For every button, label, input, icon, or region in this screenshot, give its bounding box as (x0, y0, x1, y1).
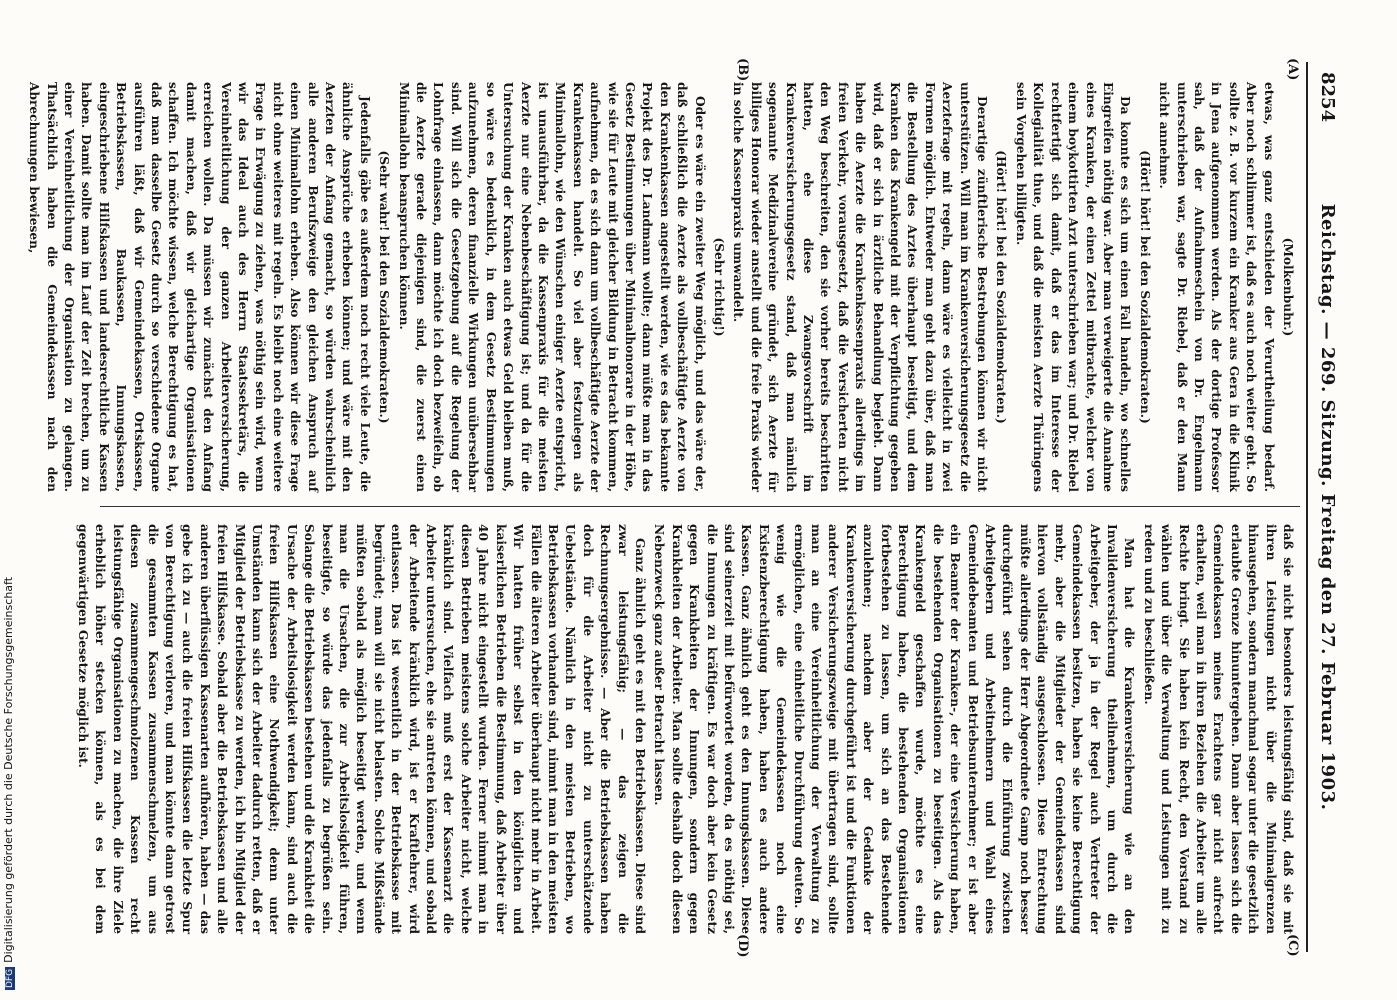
dfg-logo: DFG (5, 968, 15, 988)
right-column (72, 524, 1296, 934)
paragraph: daß sie nicht besonders leistungsfähig sind, daß sie mit ihren Leistungen nicht über die Minimalgrenzen hinausgehen, sondern manchmal sogar unter die gesetzlich erlaubte Grenze hinuntergehen. Dann aber lassen sich die Gemeindekassen meines Erachtens gar nicht aufrecht erhalten, weil man in ihren Beziehen die Arbeiter um alle Rechte bringt. Sie haben kein Recht, den Vorstand zu wählen und über die Verwaltung und Leistungen mit zu reden und zu beschließen. (1141, 524, 1295, 934)
footer-text: Digitalisierung gefördert durch die Deutsche Forschungsgemeinschaft (2, 576, 15, 963)
paragraph: Ganz ähnlich geht es mit den Betriebskassen. Diese sind zwar leistungsfähig; — das zeigen die Rechnungsergebnisse. — Aber die Betriebskassen haben doch für die Arbeiter nicht zu unterschätzende Uebelstände. Nämlich in den meisten Betrieben, wo Betriebskassen vorhanden sind, nimmt man in den meisten Fällen die älteren Arbeiter überhaupt nicht mehr in Arbeit. Wir hatten früher selbst in den königlichen und kaiserlichen Betrieben die Bestimmung, daß Arbeiter über 40 Jahre nicht eingestellt wurden. Ferner nimmt man in diesen Betrieben meistens solche Arbeiter nicht, welche kränklich sind. Vielfach muß erst der Kassenarzt die Arbeiter untersuchen, ehe sie antreten können, und sobald der Arbeitende kränklich wird, ist er Kraftlehrer, wird entlassen. Das ist wesentlich in der Betriebskasse mit begründet; man will sie nicht belasten. Solche Mißstände müßten sobald als möglich beseitigt werden, und wenn man die Ursachen, die zur Arbeitslosigkeit führen, beseitigte, so würde das jedenfalls zu begrüßen sein. Solange die Betriebskassen bestehen und die Krankheit die Ursache der Arbeitslosigkeit werden kann, sind auch die freien Hilfskassen eine Nothwendigkeit; denn unter Umständen kann sich der Arbeiter dadurch retten, daß er Mitglied der Betriebskasse zu werden, ich bin Mitglied der freien Hilfskasse. Sobald aber die Betriebskassen und alle anderen überflüssigen Kassenarten aufhören, haben — das gebe ich zu — auch die freien Hilfskassen die letzte Spur von Berechtigung verloren, und man könnte dann getrost die gesammten Kassen zusammenschmelzen, um aus diesen zusammengeschmolzenen Kassen recht leistungsfähige Organisationen zu machen, die ihre Ziele erheblich höher stecken können, als es bei dem gegenwärtigen Gesetze möglich ist. (75, 524, 647, 934)
paragraph: etwas, was ganz entschieden der Verurtheilung bedarf. Aber noch schlimmer ist, daß es auch noch weiter geht. So sollte z. B. vor kurzem ein Kranker aus Gera in die Klinik in Jena aufgenommen werden. Als der dortige Professor sah, daß der Aufnahmeschein von Dr. Engelmann unterschrieben war, sagte Dr. Riebel, daß er den Mann nicht annehme. (1157, 82, 1276, 492)
header-rule (1306, 62, 1308, 952)
column-divider (100, 506, 1300, 507)
page-number: 8254 (1317, 72, 1338, 123)
interjection: (Sehr richtig!) (712, 237, 726, 337)
rotated-page-content (27, 58, 1340, 958)
margin-letter-c: (C) (1285, 934, 1300, 957)
interjection: (Sehr wahr! bei den Sozialdemokraten.) (377, 150, 392, 424)
speaker-name: (Molkenbuhr.) (1281, 237, 1295, 337)
running-title: Reichstag. — 269. Sitzung. Freitag den 27. Februar 1903. (1317, 203, 1338, 811)
interjection: (Hört! hört! bei den Sozialdemokraten.) (1137, 150, 1152, 424)
page-header (1310, 62, 1340, 952)
paragraph: Jedenfalls gäbe es außerdem noch recht viele Leute, die ähnliche Ansprüche erheben können; und wäre mit den Aerzten der Anfang gemacht, so würden wahrscheinlich alle anderen Berufszweige den gleichen Anspruch auf einen Minimallohn erheben. Also können wir diese Frage nicht ohne weiteres mit regeln. Es bleibt noch eine weitere Frage in Erwägung zu ziehen, was nöthig sein wird, wenn wir das Ideal auch des Herrn Staatssekretärs, die Vereinheitlichung der ganzen Arbeiterversicherung, erreichen wollen. Da müssen wir zunächst den Anfang damit machen, daß wir gleichartige Organisationen schaffen. Ich möchte wissen, welche Berechtigung es hat, daß man dasselbe Gesetz durch so verschiedene Organe ausführen läßt, daß wir Gemeindekassen, Ortskassen, Betriebskassen, Baukassen, Innungskassen, eingeschriebene Hilfskassen und landesrechtliche Kassen haben. Damit sollte man im Lauf der Zeit brechen, um zu einer Vereinheitlichung der Organisation zu gelangen. Thatsächlich haben die Gemeindekassen nach den Abrechnungen bewiesen, (27, 82, 372, 492)
paragraph: Oder es wäre ein zweiter Weg möglich, und das wäre der, daß schließlich die Aerzte als vollbeschäftigte Aerzte von den Krankenkassen angestellt werden, wie es das bekannte Projekt des Dr. Landmann wollte; dann müßte man in das Gesetz Bestimmungen über Minimalhonorare in der Höhe, wie sie für Leute mit gleicher Bildung in Betracht kommen, aufnehmen, da es sich dann um vollbeschäftigte Aerzte der Krankenkassen handelt. So viel aber festzulegen als Minimallohn, wie den Wünschen einiger Aerzte entspricht, ist unausführbar, da die Kassenpraxis für die meisten Aerzte nur eine Nebenbeschäftigung ist; und da für die Untersuchung der Kranken auch etwas Geld bleiben muß, so wäre es bedenklich, in dem Gesetz Bestimmungen aufzunehmen, deren finanzielle Wirkungen unübersehbar sind. Will sich die Gesetzgebung auf die Regelung der Lohnfrage einlassen, dann möchte ich doch bezweifeln, ob die Aerzte gerade diejenigen sind, die zuerst einen Minimallohn beanspruchen können. (396, 82, 707, 492)
margin-letter-a: (A) (1285, 58, 1300, 81)
digitization-footer (2, 0, 16, 990)
margin-letter-d: (D) (735, 934, 750, 958)
paragraph: Man hat die Krankenversicherung wie an den Invalidenversicherung theilnehmen, um durch die Arbeitgeber, der ja in der Regel auch Vertreter der Gemeindekassen besitzen, haben sie keine Berechtigung mehr, aber die Mitglieder der Gemeindekassen sind hiervon vollständig ausgeschlossen. Diese Entrechtung müßte allerdings der Herr Abgeordnete Gamp noch besser durchgeführt sehen durch die Einführung zwischen Arbeitgebern und Arbeitnehmern und Wahl eines Gemeindebeamten und Betriebsunternehmer; er ist aber ein Beamter der Kranken-, der eine Versicherung haben, die bestehenden Organisationen zu beseitigen. Als das Krankengeld geschaffen wurde, möchte es eine Berechtigung haben, die bestehenden Organisationen fortbestehen zu lassen, um sich an das Bestehende anzulehnen; nachdem aber der Gedanke der Krankenversicherung durchgeführt ist und die Funktionen anderer Versicherungszweige mit übertragen sind, sollte man an eine Vereinheitlichung der Verwaltung zu ermöglichen, eine einheitliche Durchführung deuten. So wenig wie die Gemeindekassen noch eine Existenzberechtigung haben, haben es auch andere Kassen. Ganz ähnlich geht es den Innungskassen. Diese sind seinerzeit mit befürwortet worden, da es nöthig sei, die Innungen zu kräftigen. Es war doch aber kein Gesetz gegen Krankheiten der Innungen, sondern gegen Krankheiten der Arbeiter. Man sollte deshalb doch diesen Nebenzweck ganz außer Betracht lassen. (652, 524, 1137, 934)
paragraph: Derartige zünftlerische Bestrebungen können wir nicht unterstützen. Will man im Krankenversicherungsgesetz die Aerztefrage mit regeln, dann wäre es vielleicht in zwei Formen möglich. Entweder man geht dazu über, daß man die Bestellung des Arztes überhaupt beseitigt, und dem Kranken das Krankengeld mit der Verpflichtung gegeben wird, daß er sich in ärztliche Behandlung begiebt. Dann haben die Aerzte die Krankenkassenpraxis allerdings im freien Verkehr, vorausgesetzt, daß die Versicherten nicht den Weg beschreiten, den sie vorher bereits beschritten hatten, ehe diese Zwangsvorschrift im Krankenversicherungsgesetz stand, daß man nämlich sogenannte Medizinalvereine gründet, sich Aerzte für billiges Honorar wieder anstellt und die freie Praxis wieder in solche Kassenpraxis umwandelt. (731, 82, 990, 492)
left-column (23, 82, 1296, 492)
paragraph: Da konnte es sich um einen Fall handeln, wo schnelles Eingreifen nöthig war. Aber man verweigerte die Annahme eines Kranken, der einen Zettel mitbrachte, welcher von einem boykottirten Arzt unterschrieben war; und Dr. Riebel rechtfertigt sich damit, daß er das im Interesse der Kollegialität thue, und daß die meisten Aerzte Thüringens sein Vorgehen billigten. (1013, 82, 1133, 492)
interjection: (Hört! hört! bei den Sozialdemokraten.) (994, 150, 1009, 424)
margin-letter-b: (B) (735, 58, 750, 82)
